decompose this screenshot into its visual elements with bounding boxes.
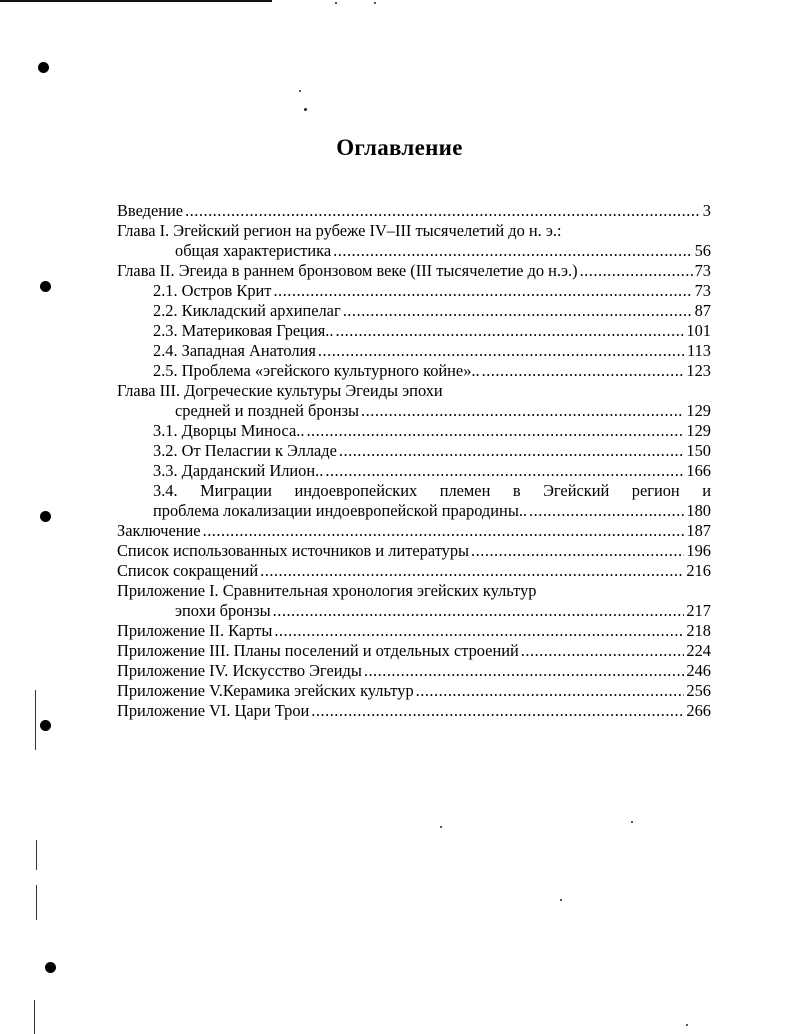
scan-top-rule (0, 0, 272, 2)
toc-entry-label: Приложение IV. Искусство Эгеиды (117, 661, 362, 680)
toc-entry-appendix-2[interactable] (117, 621, 711, 641)
toc-entry-label: Список сокращений (117, 561, 259, 580)
toc-entry-section-2-2[interactable] (117, 301, 711, 321)
toc-page-number: 256 (686, 681, 711, 700)
toc-entry-section-2-4[interactable] (117, 341, 711, 361)
dot-leader (333, 241, 692, 261)
toc-entry-appendix-1[interactable] (117, 601, 711, 621)
toc-page-number: 87 (694, 301, 711, 320)
binding-hole-mark (40, 281, 51, 292)
toc-entry-label: общая характеристика (175, 241, 332, 260)
page-title: Оглавление (336, 135, 463, 160)
dot-leader (203, 521, 685, 541)
toc-page-number: 56 (694, 241, 711, 260)
dot-leader (416, 681, 685, 701)
dot-leader (339, 441, 685, 461)
toc-entry-section-2-3[interactable] (117, 321, 711, 341)
scan-speck (631, 821, 633, 823)
dot-leader (482, 361, 685, 381)
binding-hole-mark (40, 511, 51, 522)
toc-page-number: 129 (686, 421, 711, 440)
toc-page-number: 73 (694, 261, 711, 280)
toc-entry-appendix-4[interactable] (117, 661, 711, 681)
scan-speck (440, 826, 442, 828)
toc-entry-chapter-3[interactable] (117, 401, 711, 421)
toc-entry-section-2-5[interactable] (117, 361, 711, 381)
toc-entry-section-3-4-heading: 3.4. Миграции индоевропейских племен в Эгейский регион и (153, 481, 711, 500)
toc-entry-label: 2.4. Западная Анатолия (153, 341, 316, 360)
toc-page-number: 224 (686, 641, 711, 660)
dot-leader (343, 301, 693, 321)
toc-entry-label: 3.2. От Пеласгии к Элладе (153, 441, 337, 460)
binding-hole-mark (38, 62, 49, 73)
toc-entry-label: 2.3. Материковая Греция.. (153, 321, 334, 340)
toc-page-number: 196 (686, 541, 711, 560)
toc-entry-intro[interactable] (117, 201, 711, 221)
binding-hole-mark (45, 962, 56, 973)
dot-leader (521, 641, 685, 661)
scan-speck (335, 2, 337, 4)
scan-edge-line (36, 840, 37, 870)
toc-page-number: 218 (686, 621, 711, 640)
dot-leader (273, 601, 685, 621)
toc-entry-chapter-2[interactable] (117, 261, 711, 281)
dot-leader (318, 341, 685, 361)
toc-page-number: 166 (686, 461, 711, 480)
toc-entry-chapter-1-heading: Глава I. Эгейский регион на рубеже IV–III тысячелетий до н. э.: (117, 221, 562, 240)
toc-entry-label: 3.1. Дворцы Миноса.. (153, 421, 305, 440)
toc-entry-section-3-2[interactable] (117, 441, 711, 461)
toc-page-number: 3 (702, 201, 711, 220)
toc-page-number: 129 (686, 401, 711, 420)
scan-speck (686, 1024, 688, 1026)
toc-entry-abbreviations[interactable] (117, 561, 711, 581)
toc-page-number: 73 (694, 281, 711, 300)
toc-entry-appendix-1-heading: Приложение I. Сравнительная хронология эгейских культур (117, 581, 537, 600)
toc-entry-sources[interactable] (117, 541, 711, 561)
toc-entry-label: средней и поздней бронзы (175, 401, 360, 420)
toc-page-number: 246 (686, 661, 711, 680)
toc-entry-label: 2.2. Кикладский архипелаг (153, 301, 341, 320)
toc-entry-section-3-3[interactable] (117, 461, 711, 481)
toc-entry-appendix-3[interactable] (117, 641, 711, 661)
toc-entry-label: Введение (117, 201, 184, 220)
toc-entry-label: Список использованных источников и литературы (117, 541, 470, 560)
toc-entry-label: Приложение VI. Цари Трои (117, 701, 310, 720)
scan-speck (304, 108, 307, 111)
dot-leader (471, 541, 684, 561)
dot-leader (325, 461, 684, 481)
toc-entry-label: 2.1. Остров Крит (153, 281, 272, 300)
toc-entry-label: эпохи бронзы (175, 601, 271, 620)
scan-speck (299, 90, 301, 92)
scan-edge-line (34, 1000, 35, 1034)
dot-leader (311, 701, 684, 721)
toc-entry-label: проблема локализации индоевропейской прародины.. (153, 501, 528, 520)
toc-entry-conclusion[interactable] (117, 521, 711, 541)
toc-entry-label: Приложение V.Керамика эгейских культур (117, 681, 414, 700)
scan-speck (560, 899, 562, 901)
toc-entry-label: Приложение III. Планы поселений и отдельных строений (117, 641, 519, 660)
toc-page-number: 217 (686, 601, 711, 620)
toc-entry-label: Заключение (117, 521, 201, 540)
toc-entry-chapter-3-heading: Глава III. Догреческие культуры Эгеиды эпохи (117, 381, 443, 400)
toc-entry-label: 3.3. Дарданский Илион.. (153, 461, 324, 480)
toc-entry-section-3-4[interactable] (117, 501, 711, 521)
scan-edge-line (35, 690, 36, 750)
dot-leader (361, 401, 684, 421)
dot-leader (185, 201, 701, 221)
dot-leader (274, 621, 684, 641)
toc-page-number: 187 (686, 521, 711, 540)
toc-entry-appendix-5[interactable] (117, 681, 711, 701)
dot-leader (260, 561, 684, 581)
dot-leader (273, 281, 692, 301)
toc-entry-label: 2.5. Проблема «эгейского культурного койне».. (153, 361, 480, 380)
dot-leader (335, 321, 684, 341)
dot-leader (364, 661, 685, 681)
toc-entry-label: Глава II. Эгеида в раннем бронзовом веке (III тысячелетие до н.э.) (117, 261, 578, 280)
scan-edge-line (36, 885, 37, 920)
toc-page-number: 216 (686, 561, 711, 580)
dot-leader (306, 421, 684, 441)
dot-leader (580, 261, 693, 281)
table-of-contents (117, 201, 711, 721)
toc-entry-section-2-1[interactable] (117, 281, 711, 301)
toc-page-number: 266 (686, 701, 711, 720)
toc-page-number: 113 (687, 341, 711, 360)
toc-page-number: 123 (686, 361, 711, 380)
toc-entry-section-3-1[interactable] (117, 421, 711, 441)
toc-entry-appendix-6[interactable] (117, 701, 711, 721)
toc-page-number: 180 (686, 501, 711, 520)
binding-hole-mark (40, 720, 51, 731)
toc-entry-label: Приложение II. Карты (117, 621, 273, 640)
dot-leader (529, 501, 684, 521)
toc-page-number: 150 (686, 441, 711, 460)
toc-entry-chapter-1[interactable] (117, 241, 711, 261)
toc-page-number: 101 (686, 321, 711, 340)
scan-speck (374, 2, 376, 4)
